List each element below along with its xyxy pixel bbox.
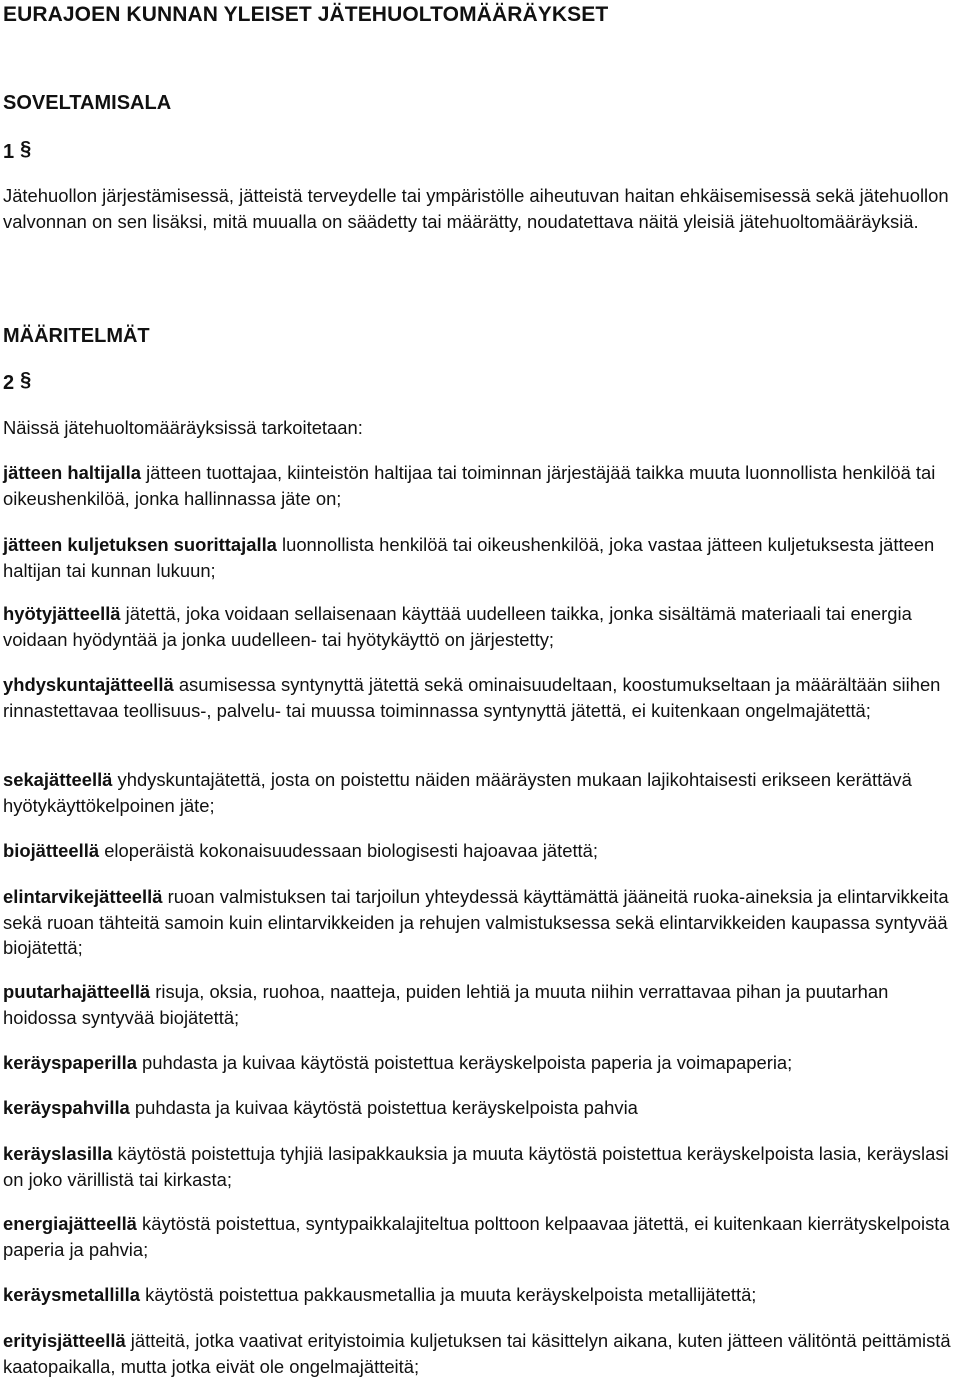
definition-item	[3, 672, 958, 723]
definition-term: hyötyjätteellä	[3, 603, 121, 624]
definition-item	[3, 884, 958, 961]
definition-text: puhdasta ja kuivaa käytöstä poistettua keräyskelpoista pahvia	[129, 1097, 638, 1118]
paragraph-number: 2	[3, 372, 15, 394]
definition-text: jätettä, joka voidaan sellaisenaan käyttää uudelleen taikka, jonka sisältämä materiaali tai energia voidaan hyödyntää ja jonka uudelleen- tai hyötykäyttö on järjestetty;	[3, 603, 912, 650]
definition-text: asumisessa syntynyttä jätettä sekä ominaisuudeltaan, koostumukseltaan ja määrältään siihen rinnastettavaa teollisuus-, palvelu- tai muussa toiminnassa syntynyttä jätettä, ei kuitenkaan ongelmajätettä;	[3, 674, 941, 721]
definition-item	[3, 1282, 958, 1308]
definition-term: keräyspahvilla	[3, 1097, 130, 1118]
section-heading-maaritelmat: MÄÄRITELMÄT	[3, 325, 150, 347]
definition-item	[3, 601, 958, 652]
definition-term: jätteen haltijalla	[3, 462, 141, 483]
definition-item	[3, 838, 958, 864]
definition-term: biojätteellä	[3, 840, 100, 861]
definition-item	[3, 1141, 958, 1192]
definition-text: käytöstä poistettua, syntypaikkalajiteltua polttoon kelpaavaa jätettä, ei kuitenkaan kierrätyskelpoista paperia ja pahvia;	[3, 1213, 950, 1260]
paragraph-number-1	[3, 138, 32, 164]
definition-item	[3, 767, 958, 818]
section-sign-icon: §	[20, 138, 32, 160]
definition-text: käytöstä poistettuja tyhjiä lasipakkauksia ja muuta käytöstä poistettua keräyskelpoista lasia, keräyslasi on joko värillistä tai kirkasta;	[3, 1143, 949, 1190]
definition-text: jätteitä, jotka vaativat erityistoimia kuljetuksen tai käsittelyn aikana, kuten jätteen välitöntä peittämistä kaatopaikalla, mutta jotka eivät ole ongelmajätteitä;	[3, 1330, 951, 1377]
paragraph-number: 1	[3, 141, 15, 163]
definition-term: keräyslasilla	[3, 1143, 113, 1164]
definition-term: keräyspaperilla	[3, 1052, 137, 1073]
definition-item	[3, 979, 958, 1030]
definition-item	[3, 1095, 958, 1121]
definition-term: sekajätteellä	[3, 769, 113, 790]
definition-term: elintarvikejätteellä	[3, 886, 163, 907]
definition-text: käytöstä poistettua pakkausmetallia ja muuta keräyskelpoista metallijätettä;	[140, 1284, 757, 1305]
definition-item	[3, 1050, 958, 1076]
definition-item	[3, 1328, 958, 1379]
definition-term: energiajätteellä	[3, 1213, 137, 1234]
document-title: EURAJOEN KUNNAN YLEISET JÄTEHUOLTOMÄÄRÄYKSET	[3, 3, 609, 26]
paragraph-1-text: Jätehuollon järjestämisessä, jätteistä terveydelle tai ympäristölle aiheutuvan haitan ehkäisemisessä sekä jätehuollon valvonnan on sen lisäksi, mitä muualla on säädetty tai määrätty, noudatettava näitä yleisiä jätehuoltomääräyksiä.	[3, 185, 949, 232]
definition-text: luonnollista henkilöä tai oikeushenkilöä, joka vastaa jätteen kuljetuksesta jätteen haltijan tai kunnan lukuun;	[3, 534, 935, 581]
definition-term: keräysmetallilla	[3, 1284, 141, 1305]
definitions-intro: Näissä jätehuoltomääräyksissä tarkoitetaan:	[3, 417, 363, 438]
definition-term: yhdyskuntajätteellä	[3, 674, 174, 695]
definition-text: yhdyskuntajätettä, josta on poistettu näiden määräysten mukaan lajikohtaisesti erikseen kerättävä hyötykäyttökelpoinen jäte;	[3, 769, 912, 816]
definition-term: erityisjätteellä	[3, 1330, 126, 1351]
definition-term: jätteen kuljetuksen suorittajalla	[3, 534, 277, 555]
definition-text: ruoan valmistuksen tai tarjoilun yhteydessä käyttämättä jääneitä ruoka-aineksia ja elintarvikkeita sekä ruoan tähteitä samoin kuin elintarvikkeiden ja rehujen valmistuksessa sekä elintarvikkeiden kaupassa syntyvää biojätettä;	[3, 886, 949, 958]
definition-text: risuja, oksia, ruohoa, naatteja, puiden lehtiä ja muuta niihin verrattavaa pihan ja puutarhan hoidossa syntyvää biojätettä;	[3, 981, 889, 1028]
definition-term: puutarhajätteellä	[3, 981, 151, 1002]
paragraph-number-2	[3, 369, 32, 395]
definition-item	[3, 1211, 958, 1262]
definition-text: eloperäistä kokonaisuudessaan biologisesti hajoavaa jätettä;	[99, 840, 599, 861]
definition-item	[3, 460, 958, 511]
definition-item	[3, 532, 958, 583]
section-heading-soveltamisala: SOVELTAMISALA	[3, 92, 172, 114]
section-sign-icon: §	[20, 369, 32, 391]
definition-text: puhdasta ja kuivaa käytöstä poistettua keräyskelpoista paperia ja voimapaperia;	[136, 1052, 793, 1073]
definition-text: jätteen tuottajaa, kiinteistön haltijaa tai toiminnan järjestäjää taikka muuta luonnollista henkilöä tai oikeushenkilöä, jonka hallinnassa jäte on;	[3, 462, 936, 509]
